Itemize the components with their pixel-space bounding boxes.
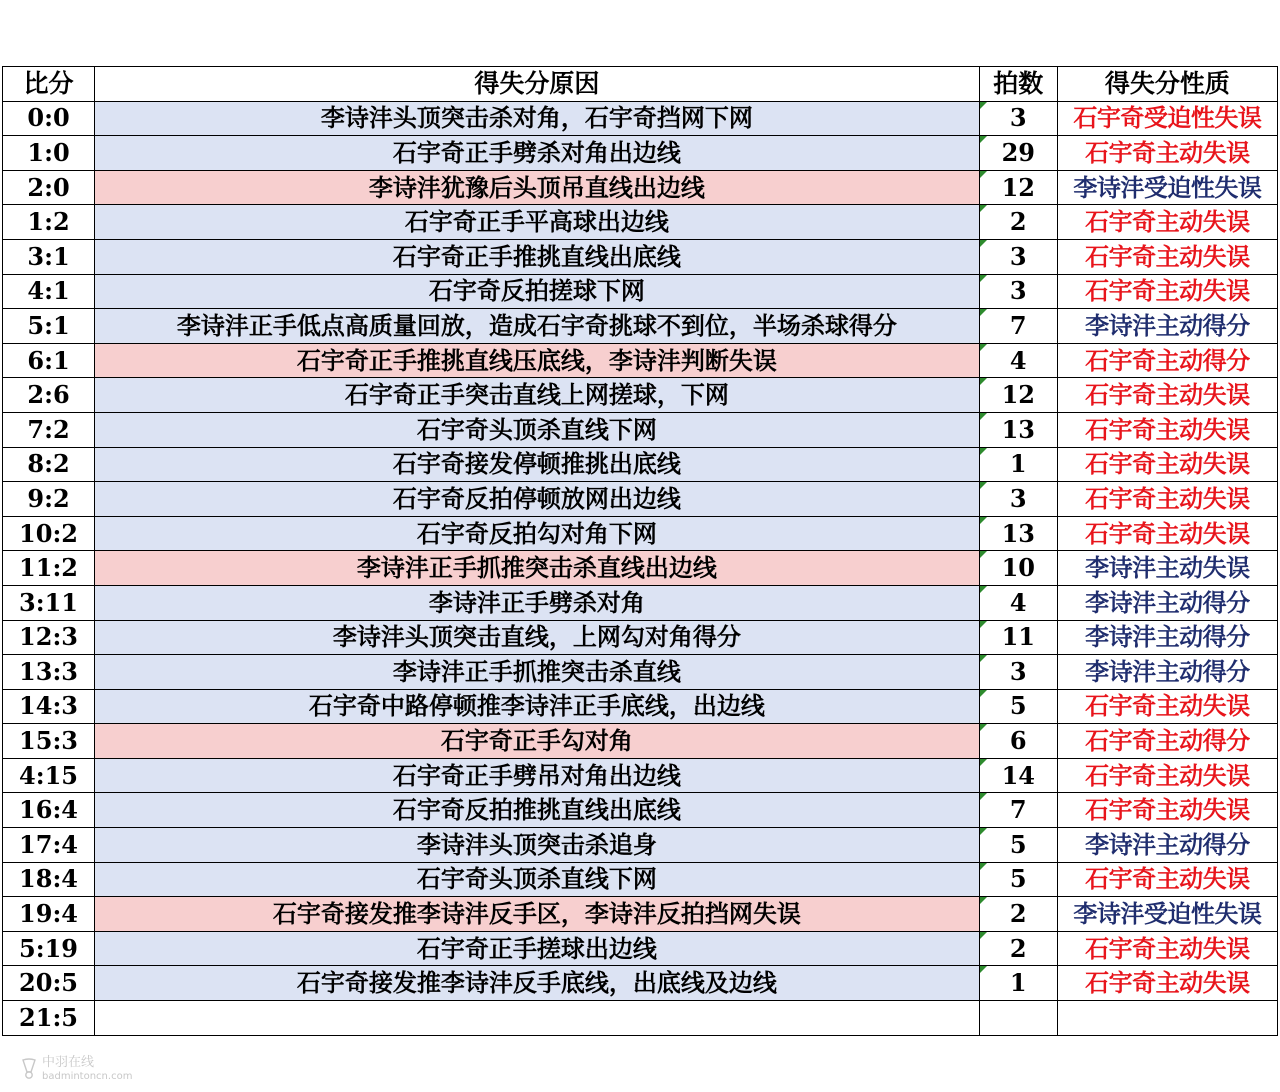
table-row [3, 343, 1278, 378]
table-row [3, 412, 1278, 447]
cell-nature: 李诗沣主动得分 [1057, 655, 1277, 690]
cell-score: 14:3 [3, 689, 95, 724]
rally-count: 6 [1009, 726, 1027, 756]
cell-score: 2:0 [3, 170, 95, 205]
cell-reason: 石宇奇反拍搓球下网 [95, 274, 980, 309]
comment-marker-icon [980, 621, 987, 628]
comment-marker-icon [980, 551, 987, 558]
cell-nature [1057, 1001, 1277, 1036]
cell-reason: 石宇奇正手突击直线上网搓球，下网 [95, 378, 980, 413]
cell-reason: 石宇奇接发推李诗沣反手底线，出底线及边线 [95, 966, 980, 1001]
rally-count: 5 [1009, 864, 1027, 894]
cell-rally [979, 931, 1057, 966]
cell-reason: 李诗沣头顶突击杀对角，石宇奇挡网下网 [95, 101, 980, 136]
cell-nature: 石宇奇主动失误 [1057, 516, 1277, 551]
cell-rally [979, 585, 1057, 620]
cell-score: 4:15 [3, 758, 95, 793]
cell-score: 1:0 [3, 136, 95, 171]
cell-score: 10:2 [3, 516, 95, 551]
cell-rally [979, 101, 1057, 136]
cell-nature: 石宇奇主动失误 [1057, 136, 1277, 171]
watermark [20, 1056, 160, 1086]
cell-rally [979, 1001, 1057, 1036]
cell-reason: 石宇奇头顶杀直线下网 [95, 412, 980, 447]
rally-count: 5 [1009, 829, 1027, 859]
rally-count: 7 [1009, 310, 1027, 340]
cell-reason: 石宇奇正手勾对角 [95, 724, 980, 759]
table-row [3, 585, 1278, 620]
rally-count: 3 [1009, 241, 1027, 271]
cell-score: 9:2 [3, 482, 95, 517]
comment-marker-icon [980, 344, 987, 351]
rally-count: 12 [1001, 172, 1035, 202]
cell-reason: 石宇奇反拍推挑直线出底线 [95, 793, 980, 828]
cell-score: 18:4 [3, 862, 95, 897]
comment-marker-icon [980, 448, 987, 455]
cell-score: 11:2 [3, 551, 95, 586]
comment-marker-icon [980, 102, 987, 109]
table-row [3, 828, 1278, 863]
rally-count: 13 [1001, 518, 1035, 548]
table-row [3, 689, 1278, 724]
cell-nature: 石宇奇主动失误 [1057, 689, 1277, 724]
cell-reason: 李诗沣犹豫后头顶吊直线出边线 [95, 170, 980, 205]
table-row [3, 793, 1278, 828]
rally-count: 14 [1001, 760, 1035, 790]
cell-score: 2:6 [3, 378, 95, 413]
header-rally: 拍数 [979, 67, 1057, 102]
cell-reason: 石宇奇正手劈吊对角出边线 [95, 758, 980, 793]
cell-reason: 李诗沣正手低点高质量回放，造成石宇奇挑球不到位，半场杀球得分 [95, 309, 980, 344]
table-row [3, 309, 1278, 344]
cell-nature: 石宇奇主动失误 [1057, 274, 1277, 309]
cell-score: 15:3 [3, 724, 95, 759]
cell-nature: 石宇奇主动得分 [1057, 343, 1277, 378]
table-header-row [3, 67, 1278, 102]
cell-nature: 石宇奇主动失误 [1057, 758, 1277, 793]
cell-rally [979, 758, 1057, 793]
cell-rally [979, 620, 1057, 655]
cell-reason [95, 1001, 980, 1036]
cell-rally [979, 343, 1057, 378]
cell-nature: 石宇奇主动失误 [1057, 793, 1277, 828]
comment-marker-icon [980, 793, 987, 800]
comment-marker-icon [980, 240, 987, 247]
cell-rally [979, 828, 1057, 863]
rally-count: 2 [1009, 207, 1027, 237]
watermark-cn: 中羽在线 [42, 1055, 95, 1070]
header-score: 比分 [3, 67, 95, 102]
rally-count: 11 [1001, 622, 1035, 652]
comment-marker-icon [980, 378, 987, 385]
cell-reason: 石宇奇头顶杀直线下网 [95, 862, 980, 897]
rally-count: 5 [1009, 691, 1027, 721]
cell-nature: 李诗沣主动得分 [1057, 309, 1277, 344]
cell-rally [979, 239, 1057, 274]
cell-nature: 石宇奇主动得分 [1057, 724, 1277, 759]
table-row [3, 447, 1278, 482]
cell-score: 4:1 [3, 274, 95, 309]
comment-marker-icon [980, 205, 987, 212]
cell-reason: 石宇奇正手搓球出边线 [95, 931, 980, 966]
cell-nature: 石宇奇主动失误 [1057, 931, 1277, 966]
cell-reason: 石宇奇接发推李诗沣反手区，李诗沣反拍挡网失误 [95, 897, 980, 932]
table-row [3, 239, 1278, 274]
cell-reason: 石宇奇正手劈杀对角出边线 [95, 136, 980, 171]
cell-nature: 石宇奇主动失误 [1057, 239, 1277, 274]
comment-marker-icon [980, 136, 987, 143]
cell-score: 13:3 [3, 655, 95, 690]
shuttlecock-logo-icon [20, 1058, 38, 1080]
cell-nature: 李诗沣主动得分 [1057, 585, 1277, 620]
table-row [3, 724, 1278, 759]
cell-score: 19:4 [3, 897, 95, 932]
comment-marker-icon [980, 690, 987, 697]
cell-score: 8:2 [3, 447, 95, 482]
cell-score: 5:1 [3, 309, 95, 344]
comment-marker-icon [980, 828, 987, 835]
table-row [3, 378, 1278, 413]
table-row [3, 551, 1278, 586]
cell-rally [979, 793, 1057, 828]
table-row [3, 620, 1278, 655]
cell-reason: 石宇奇反拍停顿放网出边线 [95, 482, 980, 517]
rally-count: 3 [1009, 276, 1027, 306]
cell-reason: 石宇奇正手推挑直线压底线，李诗沣判断失误 [95, 343, 980, 378]
rally-count: 1 [1009, 449, 1027, 479]
cell-score: 3:11 [3, 585, 95, 620]
watermark-en: badmintoncn.com [42, 1071, 133, 1082]
rally-count: 2 [1009, 899, 1027, 929]
rally-count: 12 [1001, 380, 1035, 410]
comment-marker-icon [980, 966, 987, 973]
rally-count: 10 [1001, 553, 1035, 583]
cell-score: 16:4 [3, 793, 95, 828]
table-row [3, 274, 1278, 309]
cell-nature: 李诗沣主动失误 [1057, 551, 1277, 586]
cell-score: 17:4 [3, 828, 95, 863]
rally-analysis-table [2, 66, 1278, 1036]
cell-score: 5:19 [3, 931, 95, 966]
table-row [3, 205, 1278, 240]
cell-reason: 李诗沣正手劈杀对角 [95, 585, 980, 620]
comment-marker-icon [980, 586, 987, 593]
table-row [3, 170, 1278, 205]
table-row [3, 1001, 1278, 1036]
cell-reason: 李诗沣正手抓推突击杀直线出边线 [95, 551, 980, 586]
cell-nature: 石宇奇主动失误 [1057, 862, 1277, 897]
table-row [3, 897, 1278, 932]
rally-count: 2 [1009, 933, 1027, 963]
rally-count: 3 [1009, 483, 1027, 513]
cell-rally [979, 136, 1057, 171]
cell-reason: 李诗沣头顶突击杀追身 [95, 828, 980, 863]
cell-rally [979, 447, 1057, 482]
table-row [3, 966, 1278, 1001]
cell-reason: 李诗沣正手抓推突击杀直线 [95, 655, 980, 690]
cell-nature: 石宇奇主动失误 [1057, 378, 1277, 413]
cell-nature: 石宇奇主动失误 [1057, 412, 1277, 447]
comment-marker-icon [980, 655, 987, 662]
rally-count: 4 [1009, 587, 1027, 617]
cell-rally [979, 689, 1057, 724]
cell-rally [979, 966, 1057, 1001]
cell-nature: 石宇奇主动失误 [1057, 447, 1277, 482]
cell-rally [979, 378, 1057, 413]
cell-nature: 石宇奇受迫性失误 [1057, 101, 1277, 136]
table-row [3, 482, 1278, 517]
cell-score: 21:5 [3, 1001, 95, 1036]
table-row [3, 862, 1278, 897]
cell-rally [979, 516, 1057, 551]
cell-nature: 李诗沣受迫性失误 [1057, 170, 1277, 205]
cell-reason: 石宇奇反拍勾对角下网 [95, 516, 980, 551]
cell-rally [979, 551, 1057, 586]
table-row [3, 931, 1278, 966]
comment-marker-icon [980, 932, 987, 939]
comment-marker-icon [980, 413, 987, 420]
cell-nature: 李诗沣主动得分 [1057, 620, 1277, 655]
cell-reason: 李诗沣头顶突击直线，上网勾对角得分 [95, 620, 980, 655]
comment-marker-icon [980, 171, 987, 178]
header-nature: 得失分性质 [1057, 67, 1277, 102]
comment-marker-icon [980, 275, 987, 282]
table-row [3, 101, 1278, 136]
rally-count: 3 [1009, 656, 1027, 686]
cell-rally [979, 412, 1057, 447]
cell-reason: 石宇奇接发停顿推挑出底线 [95, 447, 980, 482]
cell-rally [979, 897, 1057, 932]
cell-score: 1:2 [3, 205, 95, 240]
header-reason: 得失分原因 [95, 67, 980, 102]
rally-count: 13 [1001, 414, 1035, 444]
comment-marker-icon [980, 897, 987, 904]
table-row [3, 136, 1278, 171]
comment-marker-icon [980, 863, 987, 870]
comment-marker-icon [980, 724, 987, 731]
cell-score: 6:1 [3, 343, 95, 378]
comment-marker-icon [980, 517, 987, 524]
cell-score: 7:2 [3, 412, 95, 447]
cell-rally [979, 205, 1057, 240]
cell-reason: 石宇奇正手平高球出边线 [95, 205, 980, 240]
cell-score: 12:3 [3, 620, 95, 655]
comment-marker-icon [980, 309, 987, 316]
cell-rally [979, 724, 1057, 759]
cell-rally [979, 274, 1057, 309]
comment-marker-icon [980, 482, 987, 489]
rally-count: 29 [1001, 137, 1035, 167]
cell-rally [979, 482, 1057, 517]
cell-nature: 李诗沣主动得分 [1057, 828, 1277, 863]
rally-count: 3 [1009, 103, 1027, 133]
cell-reason: 石宇奇中路停顿推李诗沣正手底线，出边线 [95, 689, 980, 724]
table-body [3, 101, 1278, 1035]
table-row [3, 516, 1278, 551]
cell-score: 20:5 [3, 966, 95, 1001]
cell-score: 0:0 [3, 101, 95, 136]
rally-count: 4 [1009, 345, 1027, 375]
cell-nature: 石宇奇主动失误 [1057, 205, 1277, 240]
cell-nature: 石宇奇主动失误 [1057, 482, 1277, 517]
cell-rally [979, 862, 1057, 897]
table-row [3, 758, 1278, 793]
rally-count: 7 [1009, 795, 1027, 825]
rally-count: 1 [1009, 968, 1027, 998]
table-row [3, 655, 1278, 690]
cell-rally [979, 170, 1057, 205]
comment-marker-icon [980, 759, 987, 766]
cell-reason: 石宇奇正手推挑直线出底线 [95, 239, 980, 274]
cell-rally [979, 655, 1057, 690]
cell-nature: 石宇奇主动失误 [1057, 966, 1277, 1001]
cell-rally [979, 309, 1057, 344]
cell-nature: 李诗沣受迫性失误 [1057, 897, 1277, 932]
cell-score: 3:1 [3, 239, 95, 274]
